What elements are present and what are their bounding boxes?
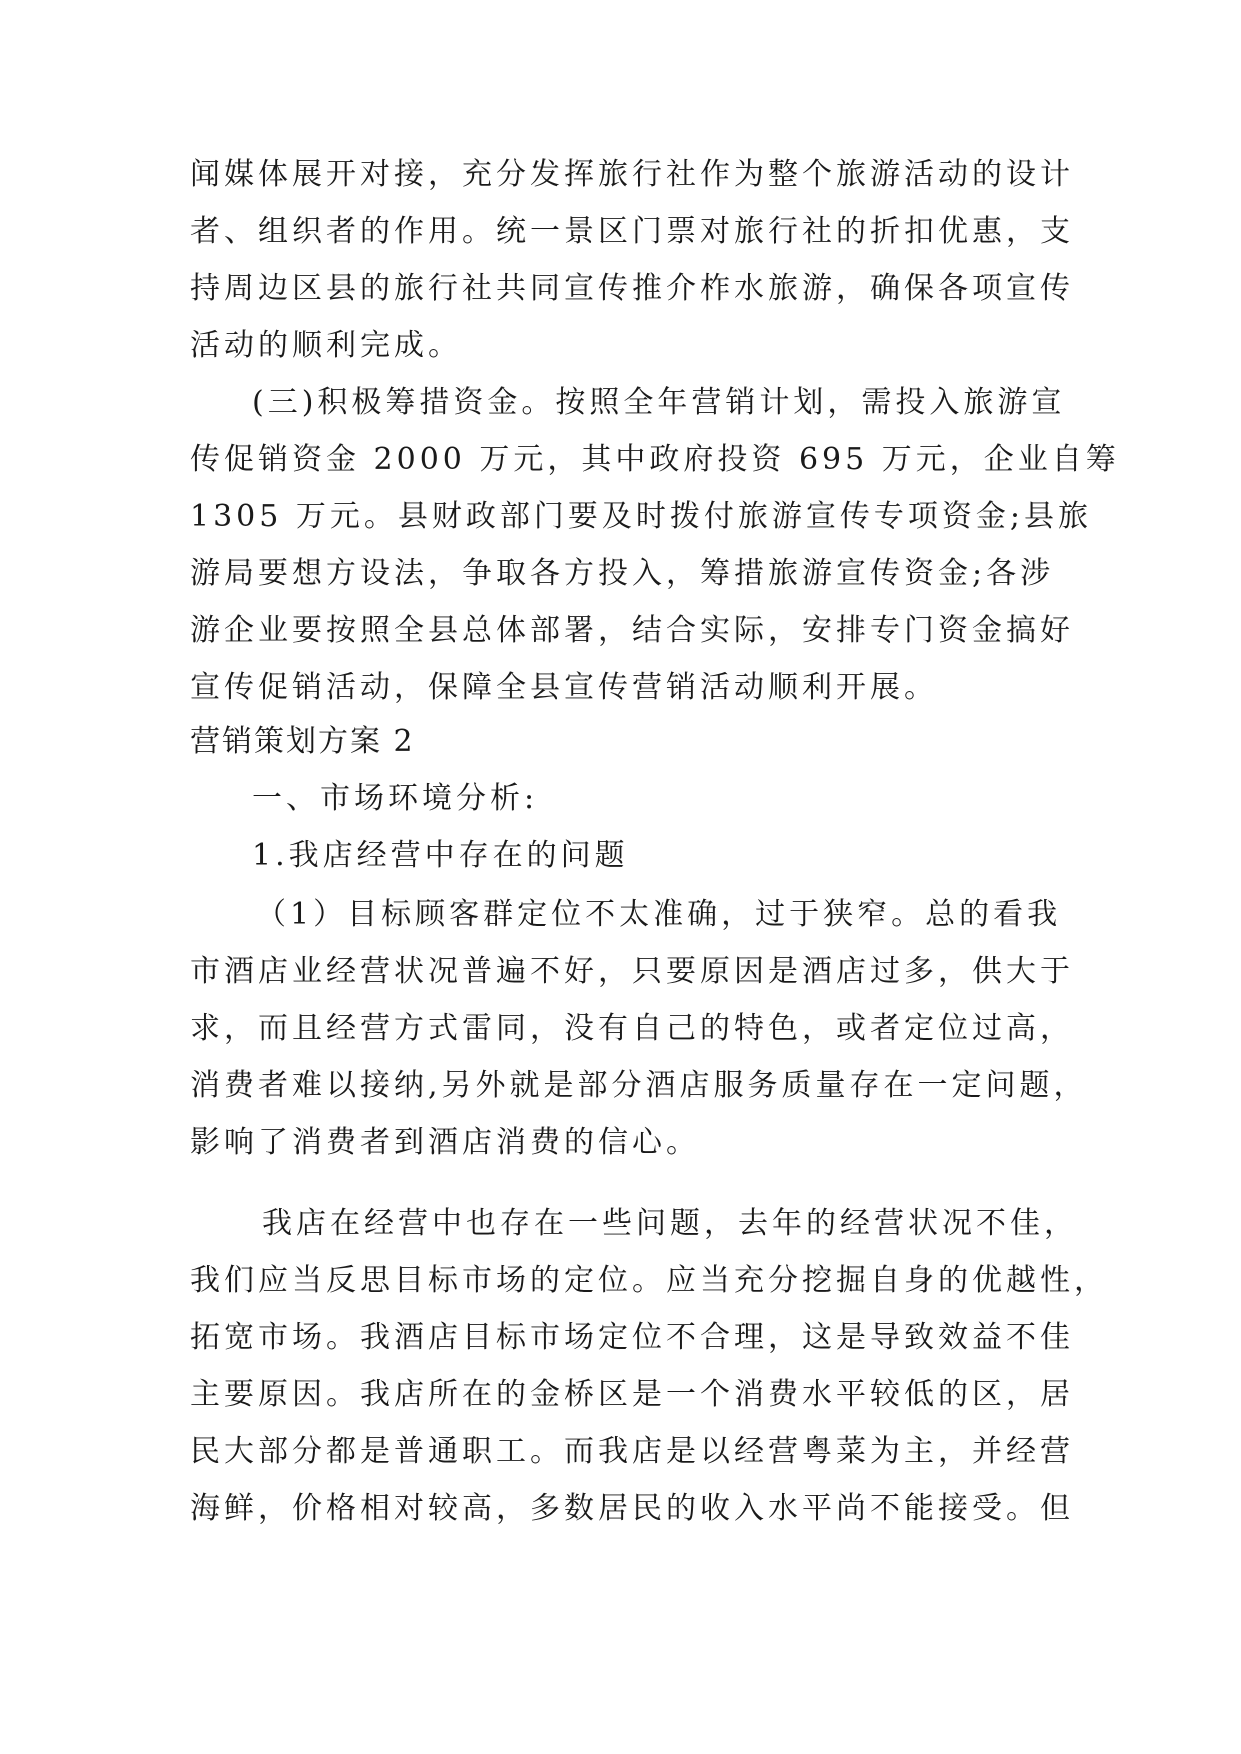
text-line: 活动的顺利完成。: [190, 328, 462, 363]
text-line: 消费者难以接纳,另外就是部分酒店服务质量存在一定问题，: [190, 1068, 1088, 1103]
text-line: （1）目标顾客群定位不太准确，过于狭窄。总的看我: [256, 897, 1062, 932]
section-heading: 营销策划方案 2: [190, 724, 415, 759]
text-line: 宣传促销活动，保障全县宣传营销活动顺利开展。: [190, 670, 938, 705]
text-line: 闻媒体展开对接，充分发挥旅行社作为整个旅游活动的设计: [190, 157, 1074, 192]
text-line: 拓宽市场。我酒店目标市场定位不合理，这是导致效益不佳: [190, 1320, 1074, 1355]
text-line: 海鲜，价格相对较高，多数居民的收入水平尚不能接受。但: [190, 1491, 1074, 1526]
text-line: 游局要想方设法，争取各方投入，筹措旅游宣传资金;各涉: [190, 556, 1055, 591]
text-line: 持周边区县的旅行社共同宣传推介柞水旅游，确保各项宣传: [190, 271, 1074, 306]
text-line: 影响了消费者到酒店消费的信心。: [190, 1125, 700, 1160]
text-line: (三)积极筹措资金。按照全年营销计划，需投入旅游宣: [252, 385, 1066, 420]
text-line: 1305 万元。县财政部门要及时拨付旅游宣传专项资金;县旅: [190, 499, 1092, 534]
text-line: 主要原因。我店所在的金桥区是一个消费水平较低的区，居: [190, 1377, 1074, 1412]
subsection-heading: 1.我店经营中存在的问题: [252, 838, 629, 873]
text-line: 我们应当反思目标市场的定位。应当充分挖掘自身的优越性，: [190, 1263, 1108, 1298]
text-line: 求，而且经营方式雷同，没有自己的特色，或者定位过高，: [190, 1011, 1074, 1046]
text-line: 者、组织者的作用。统一景区门票对旅行社的折扣优惠，支: [190, 214, 1074, 249]
text-line: 游企业要按照全县总体部署，结合实际，安排专门资金搞好: [190, 613, 1074, 648]
subsection-heading: 一、市场环境分析:: [252, 781, 539, 816]
text-line: 市酒店业经营状况普遍不好，只要原因是酒店过多，供大于: [190, 954, 1074, 989]
text-line: 传促销资金 2000 万元，其中政府投资 695 万元，企业自筹: [190, 442, 1120, 477]
text-line: 民大部分都是普通职工。而我店是以经营粤菜为主，并经营: [190, 1434, 1074, 1469]
text-line: 我店在经营中也存在一些问题，去年的经营状况不佳，: [262, 1206, 1078, 1241]
